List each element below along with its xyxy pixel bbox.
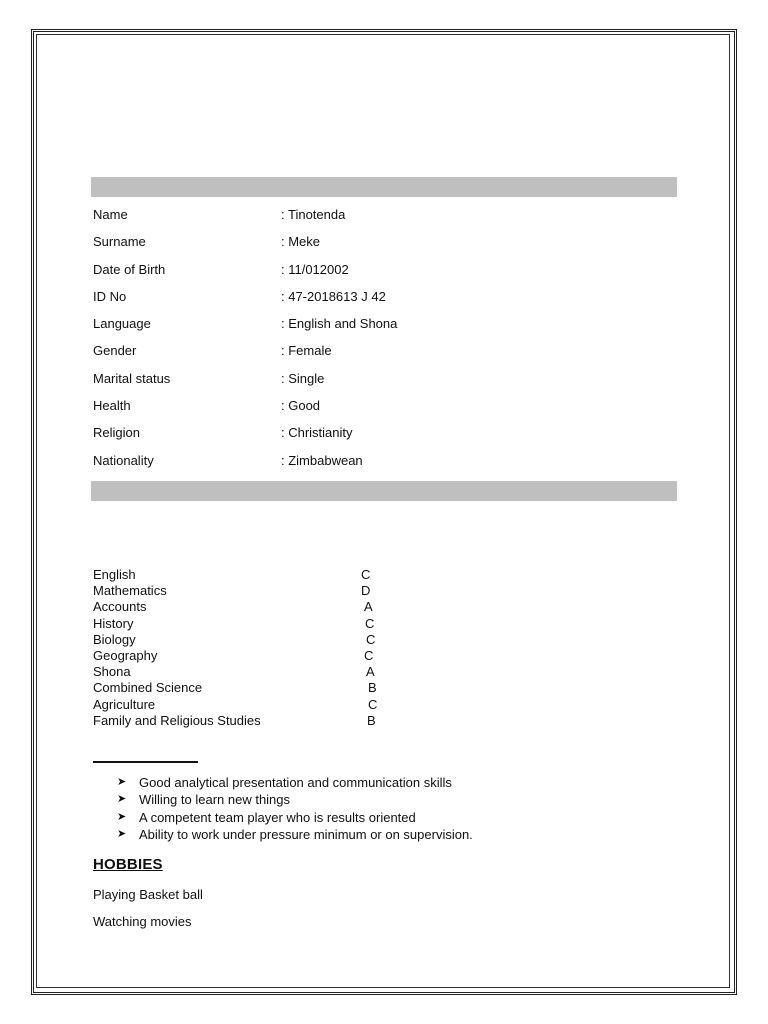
- hobby-item: Watching movies: [93, 914, 192, 929]
- subject-grade: C: [361, 567, 371, 582]
- personal-row-religion: [93, 424, 653, 451]
- subject-row: [93, 648, 493, 664]
- subject-row: [93, 664, 493, 680]
- subject-row: [93, 680, 493, 696]
- personal-row-surname: [93, 233, 653, 260]
- skill-text: Willing to learn new things: [139, 792, 291, 808]
- subject-row: [93, 567, 493, 583]
- personal-value: : Meke: [281, 234, 321, 250]
- personal-details-table: [93, 206, 653, 479]
- list-item: [117, 791, 473, 808]
- subject-grade: C: [366, 631, 376, 647]
- subject-grade: A: [364, 599, 373, 615]
- personal-label: Gender: [93, 343, 137, 359]
- personal-label: Religion: [93, 425, 140, 441]
- arrow-bullet-icon: ➤: [117, 776, 127, 788]
- subject-grade: B: [367, 712, 376, 728]
- personal-value: : English and Shona: [281, 316, 398, 332]
- hobby-item: Playing Basket ball: [93, 887, 203, 902]
- personal-label: Marital status: [93, 370, 171, 386]
- subject-row: [93, 616, 493, 632]
- personal-label: Nationality: [93, 452, 154, 468]
- subject-grade: C: [368, 696, 378, 712]
- subject-grade: C: [365, 615, 375, 631]
- personal-value: : Good: [281, 398, 321, 414]
- personal-label: Date of Birth: [93, 261, 166, 277]
- arrow-bullet-icon: ➤: [117, 828, 127, 841]
- skills-list: [117, 774, 473, 844]
- personal-value: : Zimbabwean: [281, 452, 363, 468]
- subject-grade: A: [366, 664, 375, 680]
- subject-grade: C: [364, 647, 374, 663]
- personal-row-gender: [93, 342, 653, 369]
- personal-row-language: [93, 315, 653, 342]
- personal-label: ID No: [93, 288, 127, 304]
- subject-row: [93, 632, 493, 648]
- skill-text: Ability to work under pressure minimum or on supervision.: [139, 827, 473, 843]
- personal-label: Language: [93, 316, 151, 332]
- section-header-bar-personal: [91, 177, 677, 197]
- skills-heading-rule: [93, 761, 198, 763]
- subject-name: Shona: [93, 664, 131, 680]
- personal-row-dob: [93, 261, 653, 288]
- personal-row-marital: [93, 370, 653, 397]
- list-item: [117, 826, 473, 843]
- personal-row-health: [93, 397, 653, 424]
- personal-label: Surname: [93, 234, 146, 250]
- subject-grade: D: [361, 583, 371, 599]
- personal-row-name: [93, 206, 653, 233]
- subject-name: History: [93, 615, 134, 631]
- personal-value: : 47-2018613 J 42: [281, 288, 386, 304]
- arrow-bullet-icon: ➤: [117, 810, 127, 823]
- subject-name: Mathematics: [93, 583, 167, 599]
- list-item: [117, 809, 473, 826]
- subject-name: Biology: [93, 631, 136, 647]
- subject-name: Combined Science: [93, 680, 203, 696]
- arrow-bullet-icon: ➤: [117, 793, 127, 806]
- hobbies-heading: HOBBIES: [93, 856, 163, 873]
- personal-value: : Single: [281, 370, 325, 386]
- personal-value: : Christianity: [281, 425, 353, 441]
- subjects-grades-list: [93, 567, 493, 729]
- subject-row: [93, 583, 493, 599]
- subject-name: English: [93, 567, 136, 582]
- subject-name: Agriculture: [93, 696, 156, 712]
- subject-grade: B: [368, 680, 377, 696]
- subject-row: [93, 599, 493, 615]
- subject-name: Accounts: [93, 599, 147, 615]
- personal-label: Name: [93, 207, 128, 222]
- subject-row: [93, 697, 493, 713]
- list-item: [117, 774, 473, 791]
- personal-row-nationality: [93, 452, 653, 479]
- subject-name: Geography: [93, 647, 158, 663]
- section-header-bar-education: [91, 481, 677, 501]
- personal-row-id: [93, 288, 653, 315]
- skill-text: A competent team player who is results oriented: [139, 809, 416, 825]
- subject-row: [93, 713, 493, 729]
- subject-name: Family and Religious Studies: [93, 712, 261, 728]
- personal-label: Health: [93, 398, 131, 414]
- personal-value: : Female: [281, 343, 332, 359]
- personal-value: : 11/012002: [281, 261, 349, 277]
- skill-text: Good analytical presentation and communication skills: [139, 775, 452, 790]
- personal-value: : Tinotenda: [281, 207, 346, 222]
